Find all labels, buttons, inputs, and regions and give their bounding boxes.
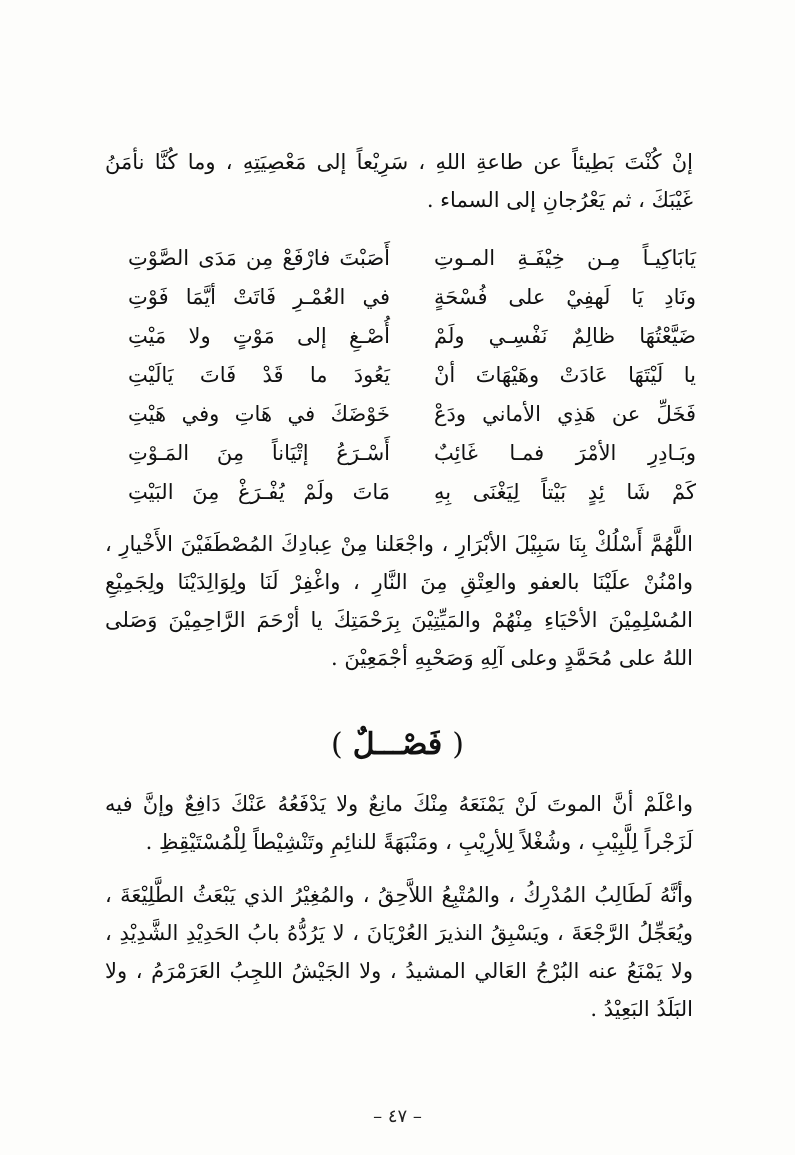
verse-first-hemistich: ونَادِ يَا لَهفِيْ على فُسْحَةٍ [434, 285, 696, 309]
verse-second-hemistich: أَسْـرَعُ إتْيَاناً مِنَ المَـوْتِ [128, 441, 390, 465]
opening-paragraph [105, 143, 693, 219]
verse-first-hemistich: ضَيَّعْتُهَا ظالِمٌ نَفْسِـي ولَمْ [434, 324, 696, 348]
opening-paragraph-text: إنْ كُنْتَ بَطِيئاً عن طاعةِ اللهِ ، سَرِيْعاً إلى مَعْصِيَتِهِ ، وما كُنَّا نأمَنُ غَيْبَكَ ، ثم يَعْرُجانِ إلى السماء . [105, 150, 693, 212]
verse-first-hemistich: يَابَاكِيـاً مِـن خِيْفَـةِ المـوتِ [434, 246, 696, 270]
verse-first-hemistich: وبَـادِرِ الأمْرَ فمـا غَائِبٌ [434, 441, 696, 465]
verse-first-hemistich: فَخَلِّ عن هَذِي الأماني ودَعْ [434, 402, 696, 426]
poem-verse [128, 239, 696, 278]
verse-second-hemistich: خَوْضَكَ في هَاتِ وفي هَيْتِ [128, 402, 390, 426]
section-paragraph-2 [105, 876, 693, 1028]
verse-second-hemistich: مَاتَ ولَمْ يُفْـرَغْ مِنَ البَيْتِ [128, 480, 390, 504]
heading-open-paren: ( [452, 727, 464, 762]
poem-verse [128, 434, 696, 473]
verse-first-hemistich: كَمْ شَا ئِدٍ بَيْتاً لِيَغْنَى بِهِ [434, 480, 696, 504]
supplication-paragraph-text: اللَّهُمَّ أَسْلُكْ بِنَا سَبِيْلَ الأبْرَارِ ، واجْعَلنا مِنْ عِبادِكَ المُصْطَفَيْنَ الأَخْيارِ ، وامْنُنْ علَيْنَا بالعفو والعِتْقِ مِنَ النَّارِ ، واغْفِرْ لَنَا ولِوَالِدَيْنَا ولِجَمِيْعِ المُسْلِمِيْنَ الأحْيَاءِ مِنْهُمْ والمَيِّتِيْنَ بِرَحْمَتِكَ يا أرْحَمَ الرَّاحِمِيْنَ وَصَلى اللهُ على مُحَمَّدٍ وعلى آلِهِ وَصَحْبِهِ أجْمَعِيْنَ . [105, 532, 693, 670]
section-heading [0, 720, 795, 770]
poem-verse [128, 317, 696, 356]
section-paragraph-1-text: واعْلَمْ أنَّ الموتَ لَنْ يَمْنَعَهُ مِنْكَ مانِعٌ ولا يَدْفَعُهُ عَنْكَ دَافِعٌ وإنَّ فيه لَزَجْراً لِلَّبِيْبِ ، وشُغْلاً لِلأرِيْبِ ، ومَنْبَهَةً للنائِمِ وتَنْشِيْطاً لِلْمُسْتَيْقِظِ . [105, 792, 693, 854]
section-paragraph-1 [105, 785, 693, 861]
verse-second-hemistich: في العُمْـرِ فَاتَتْ أيَّمَا فَوْتِ [128, 285, 390, 309]
verse-first-hemistich: يا لَيْتَهَا عَادَتْ وهَيْهَاتَ أنْ [434, 363, 696, 387]
verse-second-hemistich: أَصَبْتَ فارْفَعْ مِن مَدَى الصَّوْتِ [128, 246, 390, 270]
heading-text: فَصْـــلٌ [352, 727, 443, 762]
poem-verse [128, 395, 696, 434]
section-paragraph-2-text: وأنَّهُ لَطَالِبُ المُدْرِكُ ، والمُتْبِعُ اللاَّحِقُ ، والمُغِيْرُ الذي يَبْعَثُ الطَّلِيْعَةَ ، ويُعَجِّلُ الرَّجْعَةَ ، ويَسْبِقُ النذيرَ العُرْيَانَ ، لا يَرُدُّهُ بابُ الحَدِيْدِ الشَّدِيْدِ ، ولا يَمْنَعُ عنه البُرْجُ العَالي المشيدُ ، ولا الجَيْشُ اللجِبُ العَرَمْرَمُ ، ولا البَلَدُ البَعِيْدُ . [105, 883, 693, 1021]
poem-verse [128, 473, 696, 512]
verse-second-hemistich: يَعُودَ ما قَدْ فَاتَ يَالَيْتِ [128, 363, 390, 387]
poem-verse [128, 356, 696, 395]
supplication-paragraph [105, 525, 693, 677]
poem-verse [128, 278, 696, 317]
heading-close-paren: ) [331, 727, 343, 762]
verse-second-hemistich: أُصْـغِ إلى مَوْتٍ ولا مَيْتِ [128, 324, 390, 348]
poem-block [128, 239, 696, 512]
page-number: – ٤٧ – [373, 1106, 422, 1127]
